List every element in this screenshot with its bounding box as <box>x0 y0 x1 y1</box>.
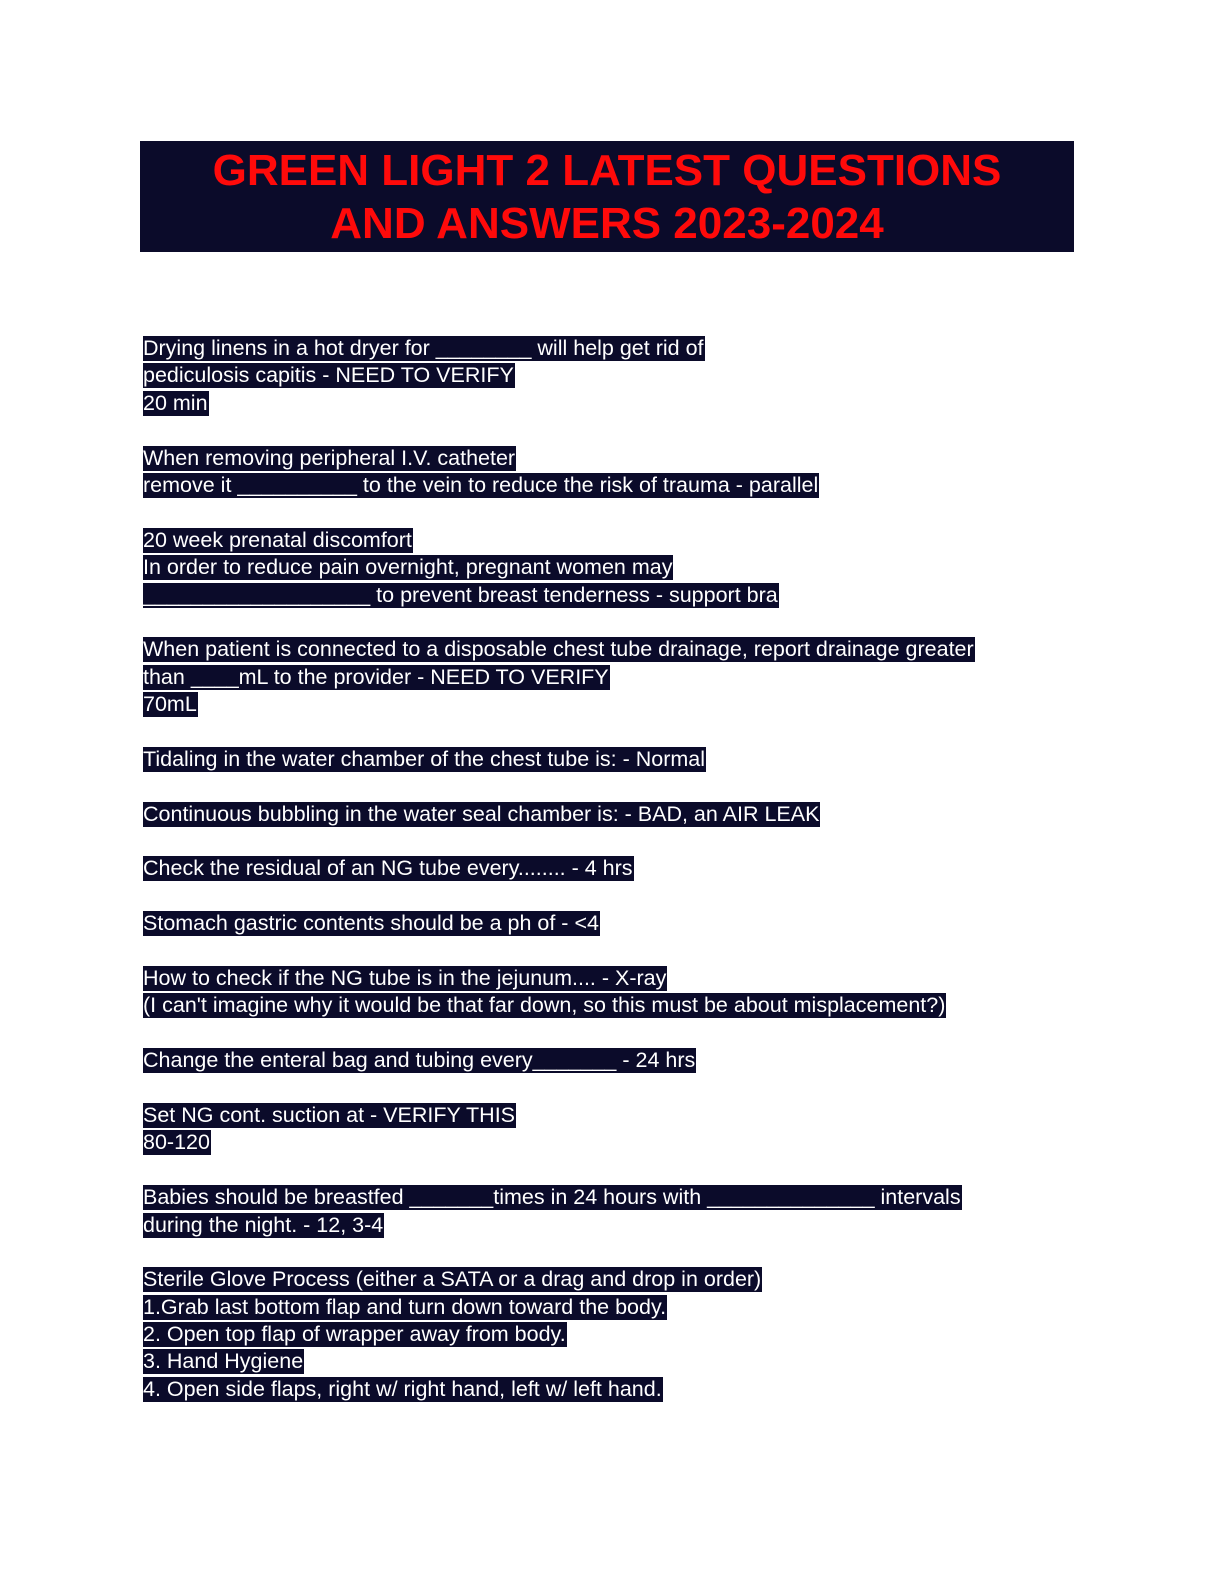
qa-line: than ____mL to the provider - NEED TO VERIFY <box>143 664 609 689</box>
title-banner <box>140 141 1074 252</box>
qa-line: Sterile Glove Process (either a SATA or a drag and drop in order) <box>143 1267 762 1292</box>
qa-line: In order to reduce pain overnight, pregnant women may <box>143 555 673 580</box>
qa-list <box>143 335 1083 1403</box>
qa-item <box>143 445 1083 500</box>
qa-line: When removing peripheral I.V. catheter <box>143 445 516 470</box>
qa-item <box>143 746 1083 773</box>
qa-line: remove it __________ to the vein to reduce the risk of trauma - parallel <box>143 472 819 497</box>
qa-item <box>143 801 1083 828</box>
qa-line: (I can't imagine why it would be that far down, so this must be about misplacement?) <box>143 993 946 1018</box>
qa-line: 20 min <box>143 390 208 415</box>
qa-line: Stomach gastric contents should be a ph of - <4 <box>143 911 599 936</box>
qa-line: 4. Open side flaps, right w/ right hand, left w/ left hand. <box>143 1376 662 1401</box>
qa-item <box>143 855 1083 882</box>
title-line-2: AND ANSWERS 2023-2024 <box>330 198 884 248</box>
qa-line: 2. Open top flap of wrapper away from body. <box>143 1322 566 1347</box>
qa-item <box>143 1102 1083 1157</box>
qa-line: ___________________ to prevent breast tenderness - support bra <box>143 582 778 607</box>
qa-item <box>143 965 1083 1020</box>
qa-line: 20 week prenatal discomfort <box>143 527 412 552</box>
qa-item <box>143 1047 1083 1074</box>
qa-item <box>143 910 1083 937</box>
qa-item <box>143 1184 1083 1239</box>
qa-line: pediculosis capitis - NEED TO VERIFY <box>143 363 514 388</box>
qa-item <box>143 636 1083 718</box>
qa-line: 3. Hand Hygiene <box>143 1349 304 1374</box>
qa-line: Drying linens in a hot dryer for ________ will help get rid of <box>143 336 704 360</box>
qa-line: Check the residual of an NG tube every........ - 4 hrs <box>143 856 633 881</box>
qa-line: Set NG cont. suction at - VERIFY THIS <box>143 1102 516 1127</box>
qa-line: How to check if the NG tube is in the jejunum.... - X-ray <box>143 965 667 990</box>
qa-item <box>143 335 1083 417</box>
qa-line: during the night. - 12, 3-4 <box>143 1212 384 1237</box>
qa-item <box>143 1266 1083 1403</box>
qa-item <box>143 527 1083 609</box>
title-line-1: GREEN LIGHT 2 LATEST QUESTIONS <box>212 145 1002 195</box>
qa-line: 80-120 <box>143 1130 210 1155</box>
qa-line: When patient is connected to a disposable chest tube drainage, report drainage greater <box>143 637 974 662</box>
qa-line: 1.Grab last bottom flap and turn down toward the body. <box>143 1294 667 1319</box>
qa-line: Continuous bubbling in the water seal chamber is: - BAD, an AIR LEAK <box>143 801 820 826</box>
qa-line: Change the enteral bag and tubing every_______ - 24 hrs <box>143 1048 696 1073</box>
qa-line: Babies should be breastfed _______times in 24 hours with ______________ intervals <box>143 1185 961 1210</box>
qa-line: 70mL <box>143 692 197 717</box>
qa-line: Tidaling in the water chamber of the chest tube is: - Normal <box>143 746 706 771</box>
